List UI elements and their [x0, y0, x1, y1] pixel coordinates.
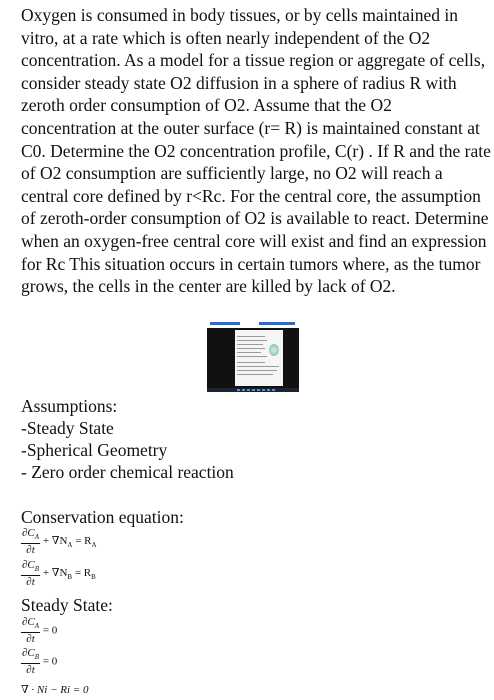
thumbnail-text-line — [237, 366, 279, 367]
thumbnail-text-line — [237, 348, 265, 349]
steady-state-heading: Steady State: — [21, 595, 113, 615]
thumbnail-text-line — [237, 374, 273, 375]
thumbnail-document-page — [235, 330, 283, 386]
thumbnail-highlight-bar — [259, 322, 295, 325]
assumption-item: - Zero order chemical reaction — [21, 462, 234, 482]
thumbnail-figure — [269, 344, 279, 356]
thumbnail-text-line — [237, 340, 267, 341]
conservation-equation-a: $\frac{\partial C_A}{\partial t}$ + $\nabla N_A = R_A$ — [22, 527, 97, 557]
divergence-equation: ∇ · Ni − Ri = 0 — [21, 684, 89, 696]
thumbnail-text-line — [237, 336, 265, 337]
thumbnail-taskbar-icons — [237, 389, 277, 391]
thumbnail-text-line — [237, 362, 265, 363]
conservation-heading: Conservation equation: — [21, 507, 184, 527]
thumbnail-text-line — [237, 352, 261, 353]
conservation-equation-b: $\frac{\partial C_B}{\partial t}$ + $\nabla N_B = R_B$ — [22, 559, 96, 589]
assumption-item: -Spherical Geometry — [21, 440, 168, 460]
thumbnail-text-line — [237, 344, 263, 345]
assumption-item: -Steady State — [21, 418, 114, 438]
thumbnail-text-line — [237, 370, 277, 371]
fraction: $\frac{\partial C_A}{\partial t}$ — [22, 616, 40, 646]
embedded-screenshot-thumbnail — [207, 322, 299, 392]
fraction: $\frac{\partial C_A}{\partial t}$ — [22, 527, 40, 557]
fraction: $\frac{\partial C_B}{\partial t}$ — [22, 647, 40, 677]
problem-statement: Oxygen is consumed in body tissues, or by cells maintained in vitro, at a rate which is often nearly independent of the O2 concentration. As a model for a tissue region or aggregate of cells, consider steady state O2 diffusion in a sphere of radius R with zeroth order consumption of O2. Assume that the O2 concentration at the outer surface (r= R) is maintained constant at C0. Determine the O2 concentration profile, C(r) . If R and the rate of O2 consumption are sufficiently large, no O2 will reach a central core defined by r<Rc. For the central core, the assumption of zeroth-order consumption of O2 is available to react. Determine when an oxygen-free central core will exist and find an expression for Rc This situation occurs in certain tumors where, as the tumor grows, the cells in the center are killed by lack of O2. — [21, 5, 491, 297]
thumbnail-highlight-bar — [210, 322, 240, 325]
steady-state-equation-a: $\frac{\partial C_A}{\partial t}$ = 0 — [22, 616, 58, 646]
fraction: $\frac{\partial C_B}{\partial t}$ — [22, 559, 40, 589]
steady-state-equation-b: $\frac{\partial C_B}{\partial t}$ = 0 — [22, 647, 58, 677]
thumbnail-text-line — [237, 356, 267, 357]
assumptions-heading: Assumptions: — [21, 396, 118, 416]
